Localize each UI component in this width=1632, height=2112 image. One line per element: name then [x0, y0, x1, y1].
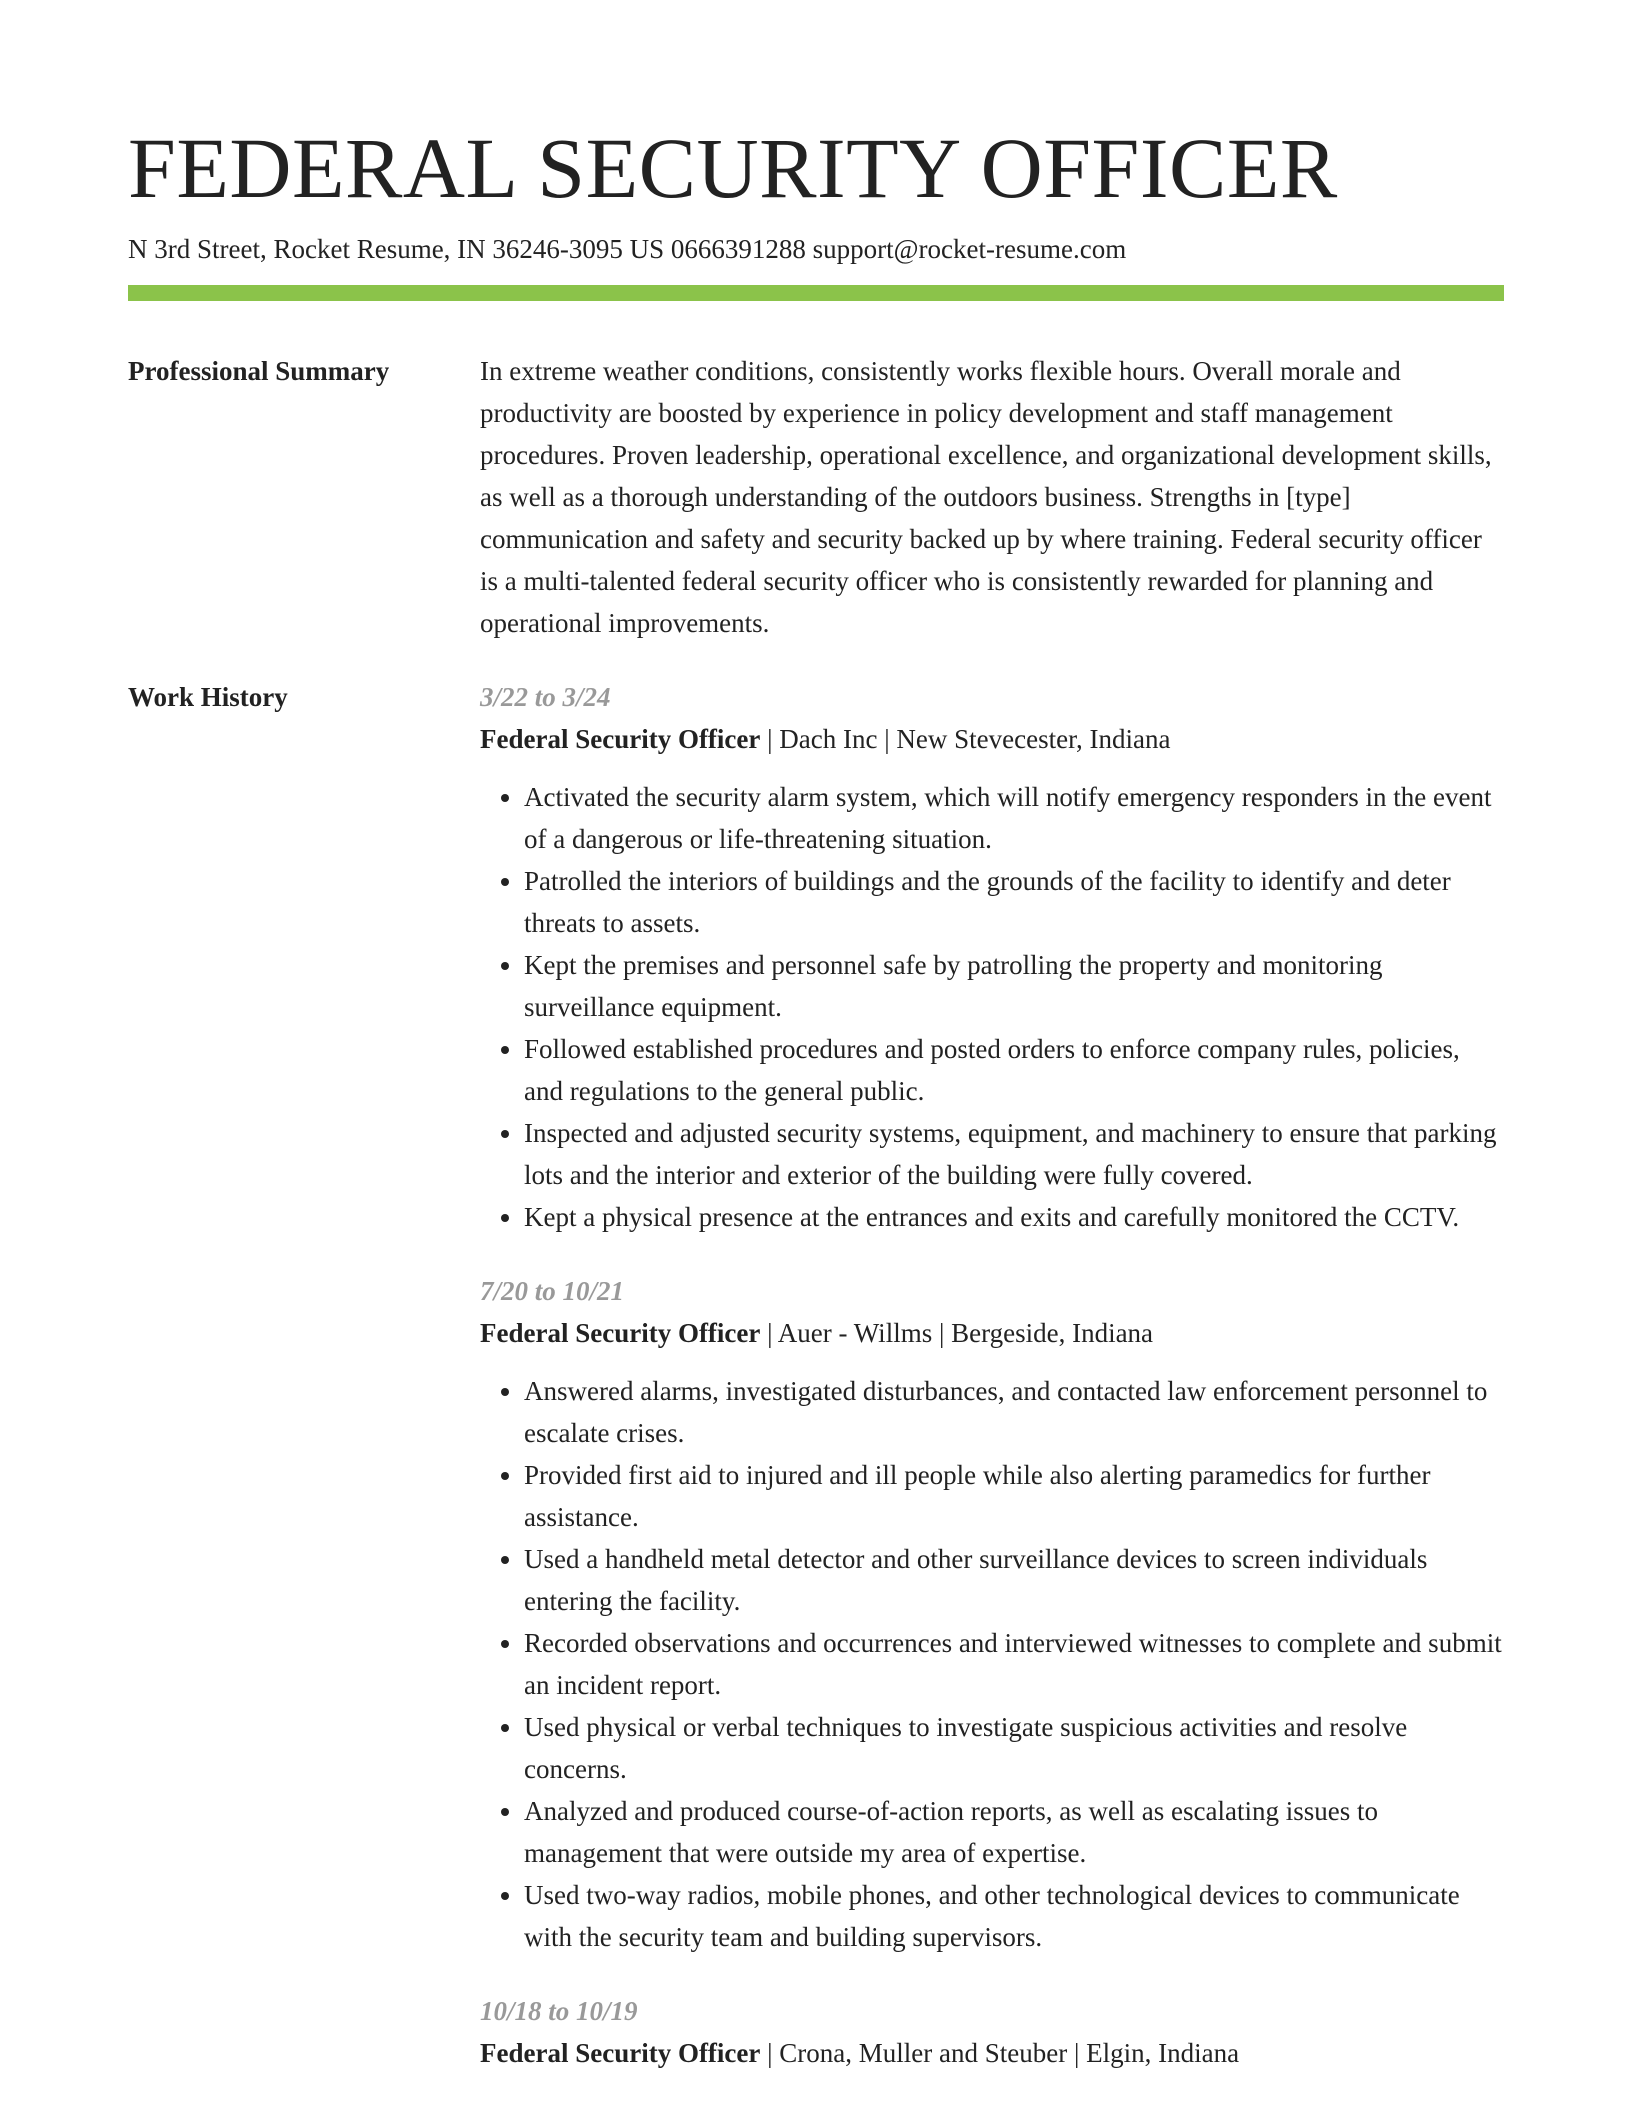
resume-title: FEDERAL SECURITY OFFICER [128, 120, 1338, 216]
section-label-work-history: Work History [128, 682, 288, 712]
list-item: • Inspected and adjusted security systems, equipment, and machinery to ensure that parking lots and the interior and exterior of the building were fully covered. [524, 1112, 1504, 1196]
list-item: • Provided first aid to injured and ill people while also alerting paramedics for further assistance. [524, 1454, 1504, 1538]
job-title: Federal Security Officer [480, 724, 761, 754]
job-dates: 7/20 to 10/21 [480, 1276, 625, 1306]
job-responsibilities-list [480, 1370, 1504, 1958]
work-history-body [480, 676, 1504, 2106]
section-label-summary: Professional Summary [128, 356, 390, 386]
list-item: • Kept a physical presence at the entrances and exits and carefully monitored the CCTV. [524, 1196, 1504, 1238]
list-item: • Answered alarms, investigated disturbances, and contacted law enforcement personnel to escalate crises. [524, 1370, 1504, 1454]
list-item: • Kept the premises and personnel safe by patrolling the property and monitoring surveillance equipment. [524, 944, 1504, 1028]
job-heading [480, 718, 1504, 760]
list-item: • Recorded observations and occurrences and interviewed witnesses to complete and submit an incident report. [524, 1622, 1504, 1706]
job-entry [480, 1270, 1504, 1958]
job-responsibilities-list [480, 776, 1504, 1238]
job-heading [480, 1312, 1504, 1354]
job-dates: 3/22 to 3/24 [480, 682, 611, 712]
job-entry [480, 1990, 1504, 2074]
header-accent-rule [128, 285, 1504, 301]
job-title: Federal Security Officer [480, 2038, 761, 2068]
list-item: • Patrolled the interiors of buildings and the grounds of the facility to identify and deter threats to assets. [524, 860, 1504, 944]
job-employer-location: | Crona, Muller and Steuber | Elgin, Indiana [760, 2038, 1240, 2068]
job-entry [480, 676, 1504, 1238]
list-item: • Activated the security alarm system, which will notify emergency responders in the event of a dangerous or life-threatening situation. [524, 776, 1504, 860]
list-item: • Followed established procedures and posted orders to enforce company rules, policies, and regulations to the general public. [524, 1028, 1504, 1112]
list-item: • Used two-way radios, mobile phones, and other technological devices to communicate with the security team and building supervisors. [524, 1874, 1504, 1958]
contact-line: N 3rd Street, Rocket Resume, IN 36246-3095 US 0666391288 support@rocket-resume.com [128, 234, 1127, 264]
job-title: Federal Security Officer [480, 1318, 761, 1348]
job-employer-location: | Auer - Willms | Bergeside, Indiana [760, 1318, 1154, 1348]
job-heading [480, 2032, 1504, 2074]
job-dates: 10/18 to 10/19 [480, 1996, 638, 2026]
summary-body [480, 350, 1504, 644]
summary-text: In extreme weather conditions, consistently works flexible hours. Overall morale and productivity are boosted by experience in policy development and staff management procedures. Proven leadership, operational excellence, and organizational development skills, as well as a thorough understanding of the outdoors business. Strengths in [type] communication and safety and security backed up by where training. Federal security officer is a multi-talented federal security officer who is consistently rewarded for planning and operational improvements. [480, 356, 1492, 638]
job-employer-location: | Dach Inc | New Stevecester, Indiana [760, 724, 1171, 754]
list-item: • Analyzed and produced course-of-action reports, as well as escalating issues to management that were outside my area of expertise. [524, 1790, 1504, 1874]
list-item: • Used a handheld metal detector and other surveillance devices to screen individuals entering the facility. [524, 1538, 1504, 1622]
list-item: • Used physical or verbal techniques to investigate suspicious activities and resolve concerns. [524, 1706, 1504, 1790]
